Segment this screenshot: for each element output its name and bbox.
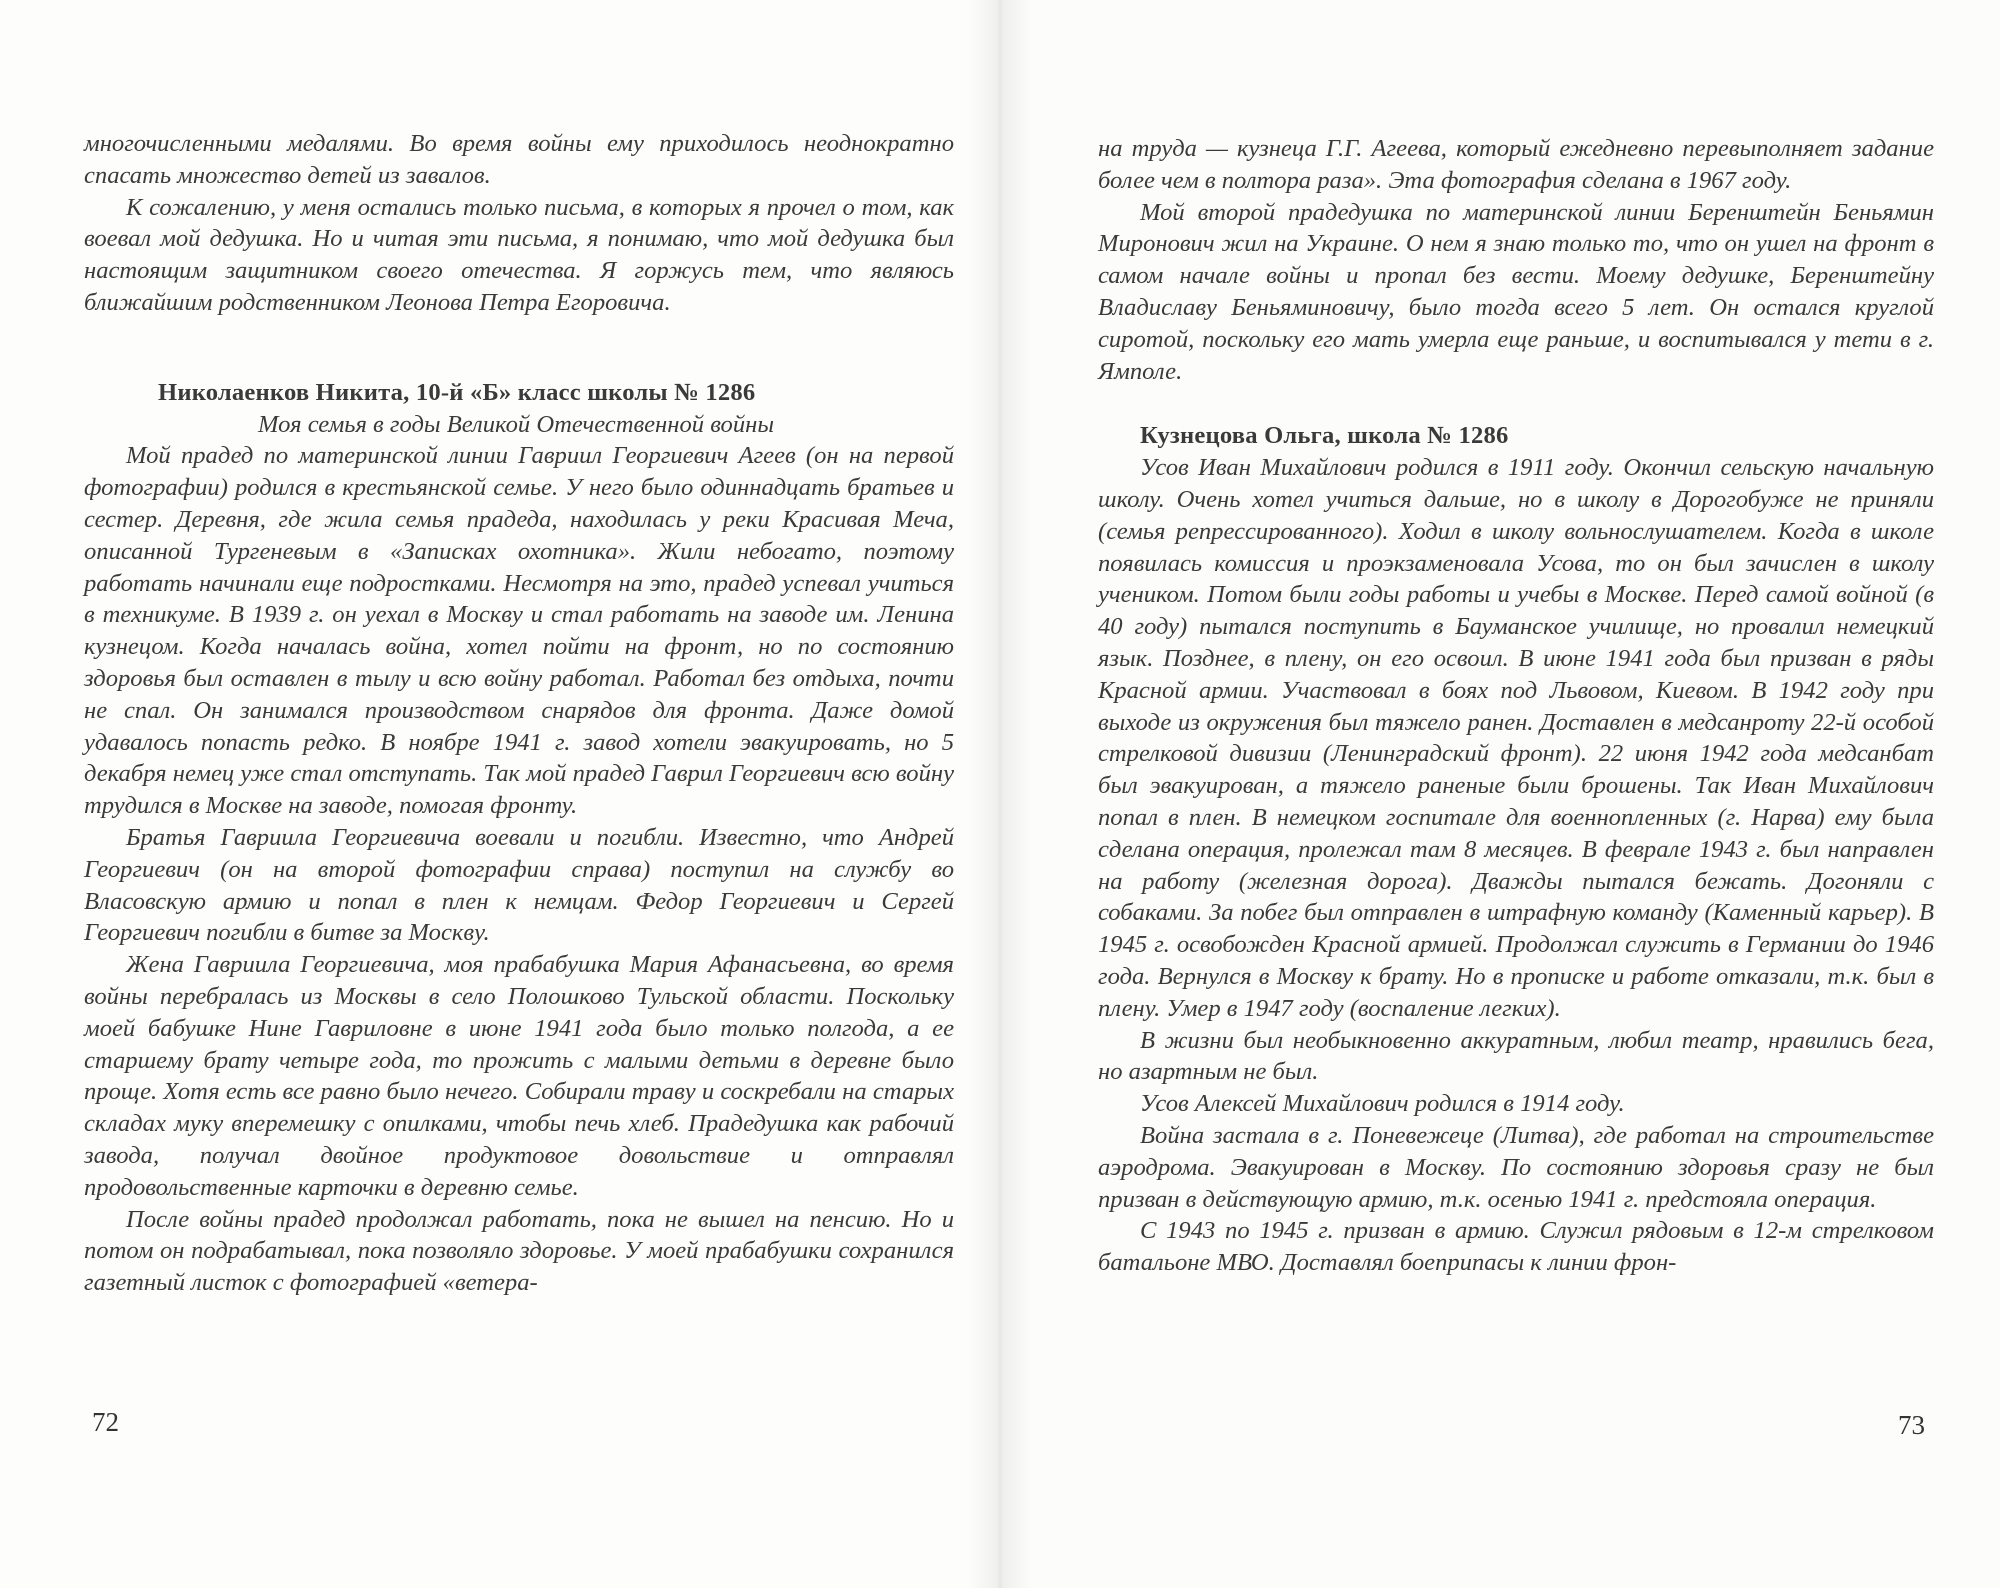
section-heading: Кузнецова Ольга, школа № 1286 bbox=[1140, 422, 1509, 450]
paragraph: К сожалению, у меня остались только письма, в которых я прочел о том, как воевал мой дедушка. Но и читая эти письма, я понимаю, что мой дедушка был настоящим защитником своего отечества. Я горжусь тем, что являюсь ближайшим родственником Леонова Петра Егоровича. bbox=[84, 193, 954, 316]
book-gutter bbox=[968, 0, 1032, 1588]
paragraph: Мой прадед по материнской линии Гавриил Георгиевич Агеев (он на первой фотографии) родился в крестьянской семье. У него было одиннадцать братьев и сестер. Деревня, где жила семья прадеда, находилась у реки Красивая Меча, описанной Тургеневым в «Записках охотника». Жили небогато, поэтому работать начинали еще подростками. Несмотря на это, прадед успевал учиться в техникуме. В 1939 г. он уехал в Москву и стал работать на заводе им. Ленина кузнецом. Когда началась война, хотел пойти на фронт, но по состоянию здоровья был оставлен в тылу и всю войну работал. Работал без отдыха, почти не спал. Он занимался производством снарядов для фронта. Даже домой удавалось попасть редко. В ноябре 1941 г. завод хотели эвакуировать, но 5 декабря немец уже стал отступать. Так мой прадед Гаврил Георгиевич всю войну трудился в Москве на заводе, помогая фронту. bbox=[84, 442, 954, 820]
right-page bbox=[1000, 0, 2000, 1588]
paragraph: С 1943 по 1945 г. призван в армию. Служил рядовым в 12-м стрелковом батальоне МВО. Доставлял боеприпасы к линии фрон- bbox=[1098, 1217, 1934, 1277]
paragraph: После войны прадед продолжал работать, пока не вышел на пенсию. Но и потом он подрабатывал, пока позволяло здоровье. У моей прабабушки сохранился газетный листок с фотографией «ветера- bbox=[84, 1205, 954, 1297]
page-number: 73 bbox=[1898, 1410, 1925, 1440]
left-page-text bbox=[84, 128, 954, 1299]
section-heading: Николаенков Никита, 10-й «Б» класс школы № 1286 bbox=[158, 378, 756, 406]
paragraph: Усов Алексей Михайлович родился в 1914 году. bbox=[1140, 1090, 1625, 1118]
section-subtitle: Моя семья в годы Великой Отечественной войны bbox=[258, 410, 774, 438]
paragraph: Война застала в г. Поневежеце (Литва), где работал на строительстве аэродрома. Эвакуирован в Москву. По состоянию здоровья сразу не был призван в действующую армию, т.к. осенью 1941 г. предстояла операция. bbox=[1098, 1121, 1934, 1213]
paragraph: Мой второй прадедушка по материнской линии Беренштейн Беньямин Миронович жил на Украине. О нем я знаю только то, что он ушел на фронт в самом начале войны и пропал без вести. Моему дедушке, Беренштейну Владиславу Беньяминовичу, было тогда всего 5 лет. Он остался круглой сиротой, поскольку его мать умерла еще раньше, и воспитывался у тети в г. Ямполе. bbox=[1098, 198, 1934, 385]
paragraph: Жена Гавриила Георгиевича, моя прабабушка Мария Афанасьевна, во время войны перебралась из Москвы в село Полошково Тульской области. Поскольку моей бабушке Нине Гавриловне в июне 1941 года было только полгода, а ее старшему брату четыре года, то прожить с малыми детьми в деревне было проще. Хотя есть все равно было нечего. Собирали траву и соскребали на старых складах муку вперемешку с опилками, чтобы печь хлеб. Прадедушка как рабочий завода, получал двойное продуктовое довольствие и отправлял продовольственные карточки в деревню семье. bbox=[84, 951, 954, 1201]
paragraph: на труда — кузнеца Г.Г. Агеева, который ежедневно перевыполняет задание более чем в полтора раза». Эта фотография сделана в 1967 году. bbox=[1098, 135, 1934, 194]
paragraph: Усов Иван Михайлович родился в 1911 году. Окончил сельскую начальную школу. Очень хотел учиться дальше, но в школу в Дорогобуже не приняли (семья репрессированного). Ходил в школу вольнослушателем. Когда в школе появилась комиссия и проэкзаменовала Усова, то он был зачислен в школу учеником. Потом были годы работы и учебы в Москве. Перед самой войной (в 40 году) пытался поступить в Бауманское училище, но провалил немецкий язык. Позднее, в плену, он его освоил. В июне 1941 года был призван в ряды Красной армии. Участвовал в боях под Львовом, Киевом. В 1942 году при выходе из окружения был тяжело ранен. Доставлен в медсанроту 22-й особой стрелковой дивизии (Ленинградский фронт). 22 июня 1942 года медсанбат был эвакуирован, а тяжело раненые были брошены. Так Иван Михайлович попал в плен. В немецком госпитале для военнопленных (г. Нарва) ему была сделана операция, пролежал там 8 месяцев. В феврале 1943 г. был направлен на работу (железная дорога). Дважды пытался бежать. Догоняли с собаками. За побег был отправлен в штрафную команду (Каменный карьер). В 1945 г. освобожден Красной армией. Продолжал служить в Германии до 1946 года. Вернулся в Москву к брату. Но в прописке и работе отказали, т.к. был в плену. Умер в 1947 году (воспаление легких). bbox=[1098, 454, 1934, 1022]
paragraph: Братья Гавриила Георгиевича воевали и погибли. Известно, что Андрей Георгиевич (он на второй фотографии справа) поступил на службу во Власовскую армию и попал в плен к немцам. Федор Георгиевич и Сергей Георгиевич погибли в битве за Москву. bbox=[84, 823, 954, 947]
page-number: 72 bbox=[92, 1407, 119, 1437]
paragraph: В жизни был необыкновенно аккуратным, любил театр, нравились бега, но азартным не был. bbox=[1098, 1026, 1934, 1086]
right-page-text bbox=[1098, 133, 1934, 1279]
paragraph: многочисленными медалями. Во время войны ему приходилось неоднократно спасать множество детей из завалов. bbox=[84, 130, 954, 189]
